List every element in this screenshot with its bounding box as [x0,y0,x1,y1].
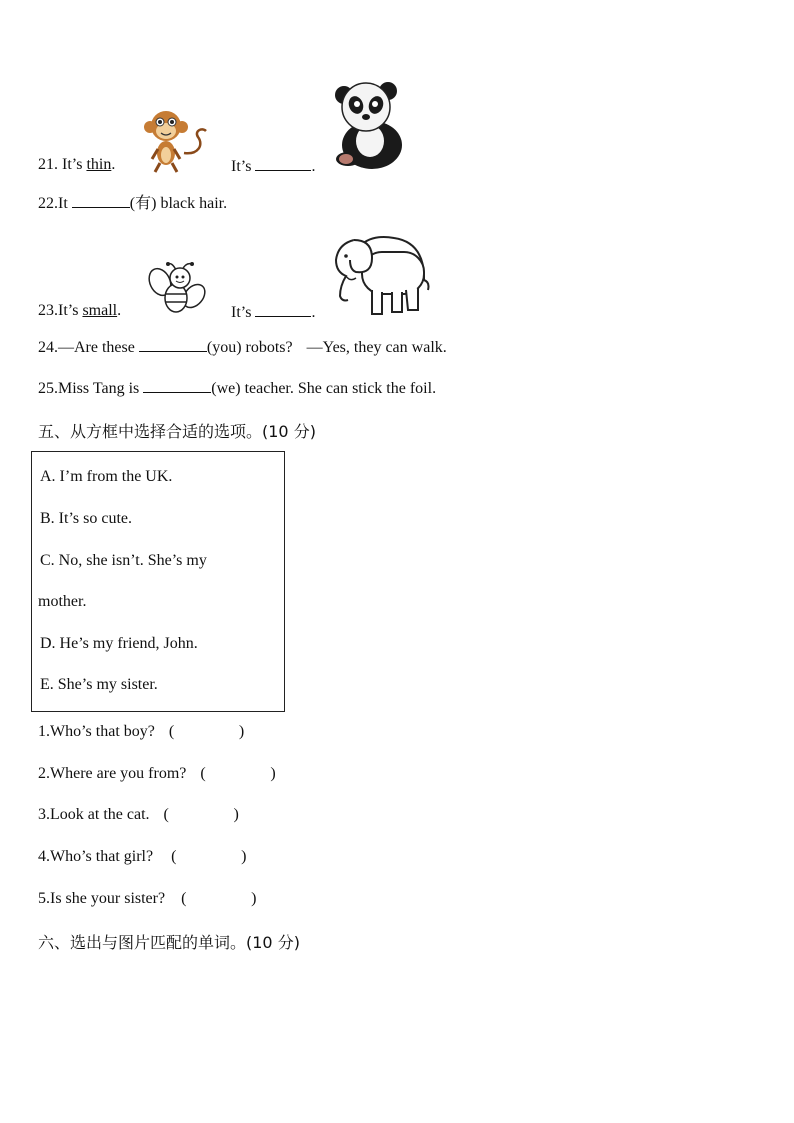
matching-question-4 [38,848,246,866]
answer-paren-close: ) [241,848,247,865]
answer-blank[interactable] [72,193,130,208]
question-text: 3.Look at the cat. [38,806,150,823]
question-number: 21. [38,156,58,173]
answer-paren-open[interactable]: ( [181,890,187,907]
question-24 [38,337,447,357]
answer-paren-open[interactable]: ( [163,806,169,823]
answer-paren-open[interactable]: ( [168,723,175,740]
option-e: E. She’s my sister. [40,676,158,693]
question-text: It’s [231,158,252,175]
matching-question-2 [38,765,276,783]
answer-text: —Yes, they can walk. [306,339,447,356]
punctuation: . [311,304,316,321]
question-text: (you) robots? [206,339,293,356]
underlined-word: thin [86,156,112,173]
question-text: 4.Who’s that girl? [38,848,154,865]
question-text: (有) black hair. [129,195,228,212]
option-d: D. He’s my friend, John. [40,635,198,652]
monkey-picture [136,109,208,173]
answer-paren-close: ) [251,890,257,907]
question-text: Miss Tang is [58,380,140,397]
question-23 [38,302,121,320]
bee-picture [146,260,206,316]
question-text: It’s [231,304,252,321]
question-number: 25. [38,380,58,397]
question-number: 24. [38,339,58,356]
question-text: It’s [58,302,79,319]
question-text: It’s [62,156,83,173]
elephant-picture [332,230,432,320]
question-23-second [231,302,315,322]
answer-blank[interactable] [255,156,311,171]
question-number: 23. [38,302,58,319]
option-a: A. I’m from the UK. [40,468,173,485]
question-text: —Are these [58,339,135,356]
matching-question-5 [38,890,256,908]
option-c: C. No, she isn’t. She’s my [40,552,207,569]
option-b: B. It’s so cute. [40,510,132,527]
punctuation: . [117,302,122,319]
question-number: 22. [38,195,58,212]
answer-blank[interactable] [143,378,211,393]
answer-paren-open[interactable]: ( [200,765,206,782]
question-text: (we) teacher. She can stick the foil. [211,380,437,397]
options-box [31,451,285,712]
answer-blank[interactable] [139,337,207,352]
section-5-heading: 五、从方框中选择合适的选项。(10 分) [38,422,316,441]
answer-paren-close: ) [238,723,245,740]
panda-picture [332,79,406,171]
question-21-second [231,156,315,176]
option-c-continued: mother. [38,593,87,610]
matching-question-1 [38,723,244,741]
question-22 [38,190,227,213]
matching-question-3 [38,806,239,824]
answer-paren-open[interactable]: ( [171,848,177,865]
question-text: 5.Is she your sister? [38,890,166,907]
section-6-heading: 六、选出与图片匹配的单词。(10 分) [38,933,300,952]
answer-blank[interactable] [255,302,311,317]
question-25 [38,378,436,398]
question-text: 2.Where are you from? [38,765,187,782]
question-text: 1.Who’s that boy? [38,723,155,740]
punctuation: . [311,158,316,175]
question-text: It [58,195,68,212]
answer-paren-close: ) [270,765,276,782]
answer-paren-close: ) [233,806,239,823]
underlined-word: small [82,302,118,319]
question-21 [38,156,115,174]
punctuation: . [111,156,116,173]
